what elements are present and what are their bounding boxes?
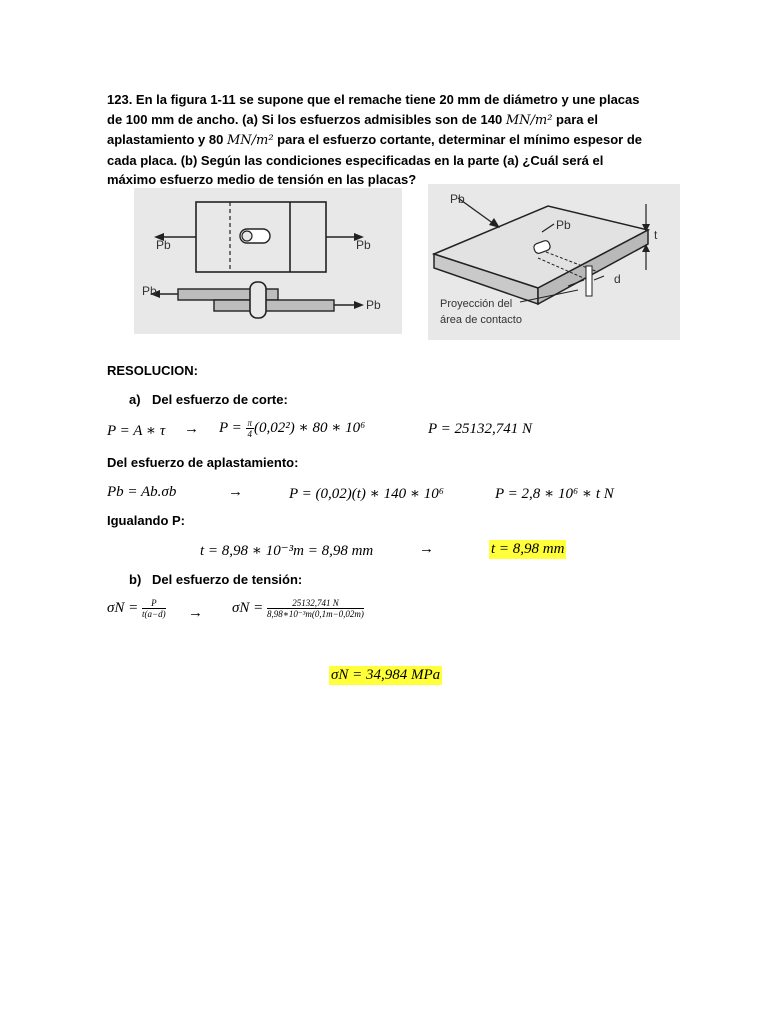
part-a-title: Del esfuerzo de corte: — [152, 392, 288, 407]
eq4-rhs-den: 8,98∗10⁻³m(0,1m−0,02m) — [267, 609, 364, 619]
eq3-result-highlight: t = 8,98 mm — [491, 541, 565, 557]
unit-mn-m2-a: MN/m² — [505, 112, 553, 128]
caption-line-1: Proyección del — [440, 298, 513, 310]
eq4-arrow: → — [188, 605, 203, 621]
eq2-lhs: Pb = Ab.σb — [107, 484, 177, 500]
aplastamiento-title: Del esfuerzo de aplastamiento: — [107, 455, 299, 470]
label-pb-top: Pb — [450, 192, 465, 206]
caption-line-2: área de contacto — [440, 314, 522, 326]
part-b-title: Del esfuerzo de tensión: — [152, 572, 303, 587]
resolution-heading: RESOLUCION: — [107, 363, 198, 378]
eq4-lhs — [107, 598, 166, 619]
eq1-mid — [219, 418, 365, 439]
eq4-lhs-sigma: σN = — [107, 599, 139, 616]
eq4-rhs-fraction — [267, 598, 364, 619]
final-result-highlight: σN = 34,984 MPa — [331, 667, 441, 683]
eq1-pi: π — [247, 418, 253, 429]
eq2-result: P = 2,8 ∗ 10⁶ ∗ t N — [495, 486, 614, 502]
problem-statement — [107, 90, 652, 190]
figure-rivet-top-and-side — [134, 188, 402, 334]
label-t: t — [654, 228, 658, 242]
eq1-result: P = 25132,741 N — [428, 421, 533, 437]
eq4-lhs-fraction — [142, 598, 166, 619]
eq3-arrow: → — [419, 541, 434, 557]
part-b-marker: b) — [129, 572, 142, 587]
label-pb-right: Pb — [356, 238, 371, 252]
pi-over-four — [246, 418, 255, 439]
eq1-mid-rest: (0,02²) ∗ 80 ∗ 10⁶ — [254, 420, 366, 436]
eq2-mid: P = (0,02)(t) ∗ 140 ∗ 10⁶ — [289, 486, 445, 502]
label-pb-bottom-left: Pb — [142, 284, 157, 298]
igualando-title: Igualando P: — [107, 513, 185, 528]
eq2-arrow: → — [228, 484, 243, 500]
eq3-mid: t = 8,98 ∗ 10⁻³m = 8,98 mm — [200, 543, 374, 559]
eq1-arrow: → — [184, 421, 199, 437]
figure-plate-contact-area — [428, 184, 680, 340]
eq1-lhs: P = A ∗ τ — [107, 423, 166, 439]
label-pb-left: Pb — [156, 238, 171, 252]
eq4-rhs — [232, 598, 364, 619]
eq1-mid-prefix: P = — [219, 420, 246, 436]
problem-text-1: 123. En la figura 1-11 se supone que el remache tiene 20 mm de diámetro y une placas de 100 mm de ancho. (a) Si los esfuerzos admisibles son de 140 — [107, 92, 640, 127]
rivet-diagram — [134, 188, 402, 334]
problem-text-2: para el aplastamiento y 80 — [107, 111, 598, 147]
eq4-rhs-num: 25132,741 N — [267, 598, 364, 609]
problem-text-3: para el esfuerzo cortante, determinar el mínimo espesor de cada placa. (b) Según las condiciones especificadas en la parte (a) ¿Cuál será el máximo esfuerzo medio de tensión en las placas? — [107, 132, 643, 187]
eq1-four: 4 — [247, 429, 253, 440]
label-d: d — [614, 272, 621, 286]
eq4-lhs-den: t(a−d) — [142, 609, 166, 619]
label-pb-pin: Pb — [556, 218, 571, 232]
part-a-marker: a) — [129, 392, 141, 407]
label-pb-bottom-right: Pb — [366, 298, 381, 312]
unit-mn-m2-b: MN/m² — [226, 133, 274, 148]
eq4-lhs-num: P — [142, 598, 166, 609]
eq4-rhs-sigma: σN = — [232, 599, 264, 616]
